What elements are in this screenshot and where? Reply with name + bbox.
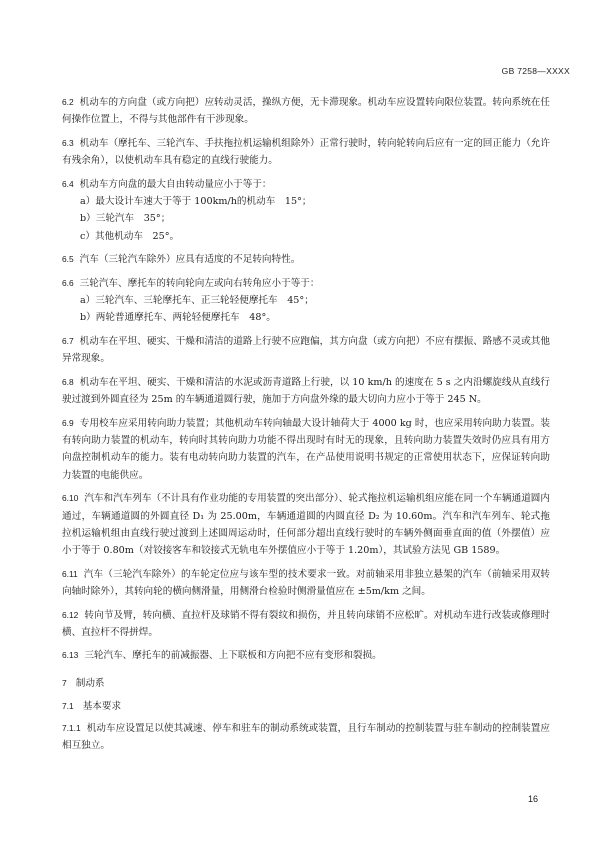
section-list [62, 94, 550, 665]
standard-number: GB 7258—XXXX [501, 66, 570, 76]
clause-number: 6.7 [62, 335, 74, 346]
list-item: a）三轮汽车、三轮摩托车、正三轮轻便摩托车 45°； [80, 295, 314, 307]
subsection-heading [62, 698, 550, 715]
subsection-number: 7.1 [62, 701, 74, 712]
document-body [62, 94, 550, 760]
clause-paragraph [62, 647, 550, 664]
clause-text: 机动车应设置足以使其减速、停车和驻车的制动系统或装置，且行车制动的控制装置与驻车制动的控制装置应相互独立。 [62, 722, 550, 751]
clause-number: 6.13 [62, 650, 79, 661]
clause-text: 机动车（摩托车、三轮汽车、手扶拖拉机运输机组除外）正常行驶时，转向轮转向后应有一定的回正能力（允许有残余角），以使机动车具有稳定的直线行驶能力。 [62, 137, 550, 167]
clause-number: 6.9 [62, 417, 74, 428]
clause-paragraph [62, 176, 550, 193]
clause-text: 机动车的方向盘（或方向把）应转动灵活，操纵方便，无卡滞现象。机动车应设置转向限位装置。转向系统在任何操作位置上，不得与其他部件有干涉现象。 [62, 97, 550, 126]
clause-paragraph [62, 333, 550, 368]
clause-number: 6.3 [62, 137, 74, 148]
list-item: c）其他机动车 25°。 [80, 230, 180, 242]
page-number: 16 [527, 794, 538, 804]
clause-number: 6.11 [62, 568, 78, 579]
clause-text: 汽车（三轮汽车除外）的车轮定位应与该车型的技术要求一致。对前轴采用非独立悬架的汽车（前轴采用双转向轴时除外），其转向轮的横向侧滑量，用侧滑台检验时侧滑量值应在 ±5m/km 之间。 [62, 568, 550, 598]
clause-paragraph [62, 607, 550, 642]
clause-text: 汽车和汽车列车（不计具有作业功能的专用装置的突出部分）、轮式拖拉机运输机组应能在同一个车辆通道圆内通过，车辆通道圆的外圆直径 D₁ 为 25.00m，车辆通道圆的内圆直径 D₂ 为 10.60m。汽车和汽车列车、轮式拖拉机运输机组由直线行驶过渡到上述圆周运动时，任何部分超出直线行驶时的车辆外侧面垂直面的值（外摆值）应小于等于 0.80m（对铰接客车和铰接式无轨电车外摆值应小于等于 1.20m），其试验方法见 GB 1589。 [62, 493, 550, 557]
clause-paragraph [62, 415, 550, 485]
chapter-title: 制动系 [75, 677, 105, 689]
clause-text: 三轮汽车、摩托车的前减振器、上下联板和方向把不应有变形和裂损。 [84, 650, 382, 662]
clause-paragraph [62, 94, 550, 129]
clause-text: 转向节及臂，转向横、直拉杆及球销不得有裂纹和损伤，并且转向球销不应松旷。对机动车进行改装或修理时横、直拉杆不得拼焊。 [62, 609, 550, 638]
clause-paragraph [62, 490, 550, 560]
clause-paragraph [62, 135, 550, 170]
clause-number: 6.12 [62, 609, 79, 620]
subsection-title: 基本要求 [82, 701, 122, 713]
clause-text: 专用校车应采用转向助力装置；其他机动车转向轴最大设计轴荷大于 4000 kg 时，也应采用转向助力装置。装有转向助力装置的机动车，转向时其转向助力功能不得出现时有时无的现象，且转向助力装置失效时仍应具有用方向盘控制机动车的能力。装有电动转向助力装置的汽车，在产品使用说明书规定的正常使用状态下，应保证转向助力装置的电能供应。 [62, 417, 550, 481]
clause-number: 6.4 [62, 178, 74, 189]
list-item: b）两轮普通摩托车、两轮轻便摩托车 48°。 [80, 312, 276, 324]
list-item: a）最大设计车速大于等于 100km/h的机动车 15°； [80, 196, 312, 208]
clause-text: 机动车在平坦、硬实、干燥和清洁的道路上行驶不应跑偏，其方向盘（或方向把）不应有摆振、路感不灵或其他异常现象。 [62, 335, 550, 365]
clause-number: 6.5 [62, 254, 74, 265]
clause-paragraph [62, 566, 550, 601]
chapter-heading [62, 675, 550, 692]
list-item: b）三轮汽车 35°； [80, 213, 171, 225]
clause-paragraph [62, 275, 550, 292]
chapter-number: 7 [62, 677, 67, 688]
clause-text: 汽车（三轮汽车除外）应具有适度的不足转向特性。 [79, 254, 301, 266]
clause-number: 6.8 [62, 376, 74, 387]
clause-text: 机动车方向盘的最大自由转动量应小于等于： [79, 178, 272, 190]
clause-number: 6.6 [62, 277, 74, 288]
clause-paragraph [62, 720, 550, 755]
clause-number: 6.2 [62, 97, 74, 107]
clause-number: 6.10 [62, 493, 79, 504]
clause-paragraph [62, 251, 550, 268]
clause-text: 机动车在平坦、硬实、干燥和清洁的水泥或沥青道路上行驶，以 10 km/h 的速度在 5 s 之内沿螺旋线从直线行驶过渡到外圆直径为 25m 的车辆通道圆行驶，施加于方向盘外缘的最大切向力应小于等于 245 N。 [62, 376, 550, 406]
clause-number: 7.1.1 [62, 722, 81, 733]
clause-text: 三轮汽车、摩托车的转向轮向左或向右转角应小于等于： [79, 277, 320, 289]
clause-paragraph [62, 374, 550, 409]
